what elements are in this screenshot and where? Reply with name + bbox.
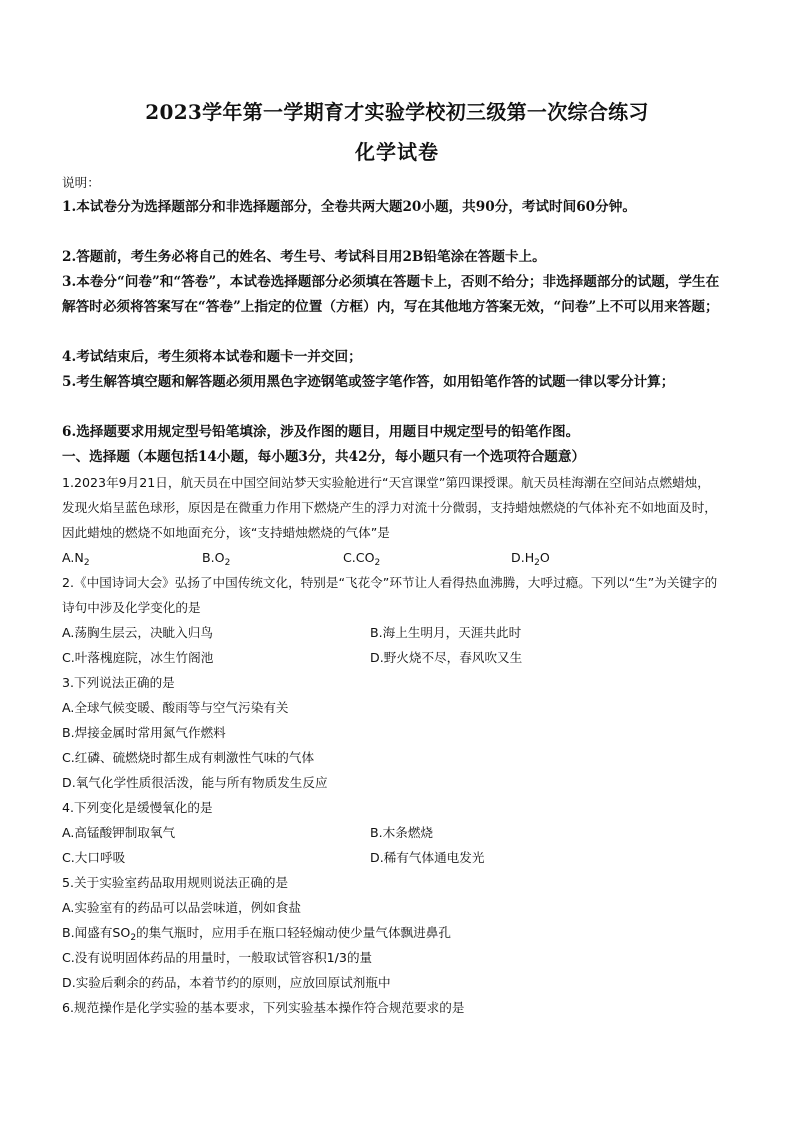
question-1-stem: 1.2023年9月21日，航天员在中国空间站梦天实验舱进行“天宫课堂”第四课授课。航天员桂海潮在空间站点燃蜡烛，发现火焰呈蓝色球形，原因是在微重力作用下燃烧产生的浮力对流十分微弱，支持蜡烛燃烧的气体补充不如地面及时，因此蜡烛的燃烧不如地面充分，该“支持蜡烛燃烧的气体”是 (62, 475, 717, 540)
question-4-options-row2 (62, 845, 722, 870)
option-d: D.野火烧不尽，春风吹又生 (370, 650, 523, 665)
question-3-option-a: A.全球气候变暖、酸雨等与空气污染有关 (62, 700, 289, 715)
option-b: B.海上生明月，天涯共此时 (370, 625, 522, 640)
instruction-1: 1.本试卷分为选择题部分和非选择题部分，全卷共两大题20小题，共90分，考试时间60分钟。 (62, 199, 636, 215)
section-heading: 一、选择题（本题包括14小题，每小题3分，共42分，每小题只有一个选项符合题意） (62, 449, 586, 465)
question-5-option-d: D.实验后剩余的药品，本着节约的原则，应放回原试剂瓶中 (62, 975, 391, 990)
instructions-heading: 说明： (62, 175, 100, 190)
question-3-option-c: C.红磷、硫燃烧时都生成有刺激性气味的气体 (62, 750, 315, 765)
instruction-3: 3.本卷分“问卷”和“答卷”，本试卷选择题部分必须填在答题卡上，否则不给分；非选择题部分的试题，学生在解答时必须将答案写在“答卷”上指定的位置（方框）内，写在其他地方答案无效，“问卷”上不可以用来答题； (62, 274, 720, 315)
question-6-stem: 6.规范操作是化学实验的基本要求，下列实验基本操作符合规范要求的是 (62, 1000, 465, 1015)
option-c: C.大口呼吸 (62, 850, 126, 865)
instruction-4: 4.考试结束后，考生须将本试卷和题卡一并交回； (62, 349, 362, 365)
question-5-option-a: A.实验室有的药品可以品尝味道，例如食盐 (62, 900, 302, 915)
question-3-option-b: B.焊接金属时常用氮气作燃料 (62, 725, 226, 740)
question-1-options (62, 545, 722, 570)
instruction-2: 2.答题前，考生务必将自己的姓名、考生号、考试科目用2B铅笔涂在答题卡上。 (62, 249, 546, 265)
question-4-stem: 4.下列变化是缓慢氧化的是 (62, 800, 213, 815)
option-b: B.木条燃烧 (370, 825, 434, 840)
option-d: $D.H_2O$ (511, 550, 550, 568)
option-a: $A.N_2$ (62, 550, 90, 568)
question-4-options-row1 (62, 820, 722, 845)
exam-subtitle: 化学试卷 (355, 140, 439, 164)
question-5-option-b: B.闻盛有$SO_2$的集气瓶时，应用手在瓶口轻轻煽动使少量气体飘进鼻孔 (62, 925, 451, 943)
instruction-5: 5.考生解答填空题和解答题必须用黑色字迹钢笔或签字笔作答，如用铅笔作答的试题一律以零分计算； (62, 374, 675, 390)
question-2-options-row2 (62, 645, 722, 670)
question-2-options-row1 (62, 620, 722, 645)
exam-title: 2023学年第一学期育才实验学校初三级第一次综合练习 (145, 100, 649, 124)
option-a: A.高锰酸钾制取氧气 (62, 825, 176, 840)
option-a: A.荡胸生层云，决眦入归鸟 (62, 625, 213, 640)
option-b: $B.O_2$ (202, 550, 231, 568)
question-3-stem: 3.下列说法正确的是 (62, 675, 175, 690)
question-3-option-d: D.氧气化学性质很活泼，能与所有物质发生反应 (62, 775, 328, 790)
instruction-6: 6.选择题要求用规定型号铅笔填涂，涉及作图的题目，用题目中规定型号的铅笔作图。 (62, 424, 580, 440)
question-2-stem: 2.《中国诗词大会》弘扬了中国传统文化，特别是“飞花令”环节让人看得热血沸腾，大呼过瘾。下列以“生”为关键字的诗句中涉及化学变化的是 (62, 575, 718, 615)
question-5-option-c: C.没有说明固体药品的用量时，一般取试管容积1/3的量 (62, 950, 373, 965)
question-5-stem: 5.关于实验室药品取用规则说法正确的是 (62, 875, 289, 890)
option-c: $C.CO_2$ (343, 550, 381, 568)
option-c: C.叶落槐庭院，冰生竹阁池 (62, 650, 214, 665)
option-d: D.稀有气体通电发光 (370, 850, 485, 865)
